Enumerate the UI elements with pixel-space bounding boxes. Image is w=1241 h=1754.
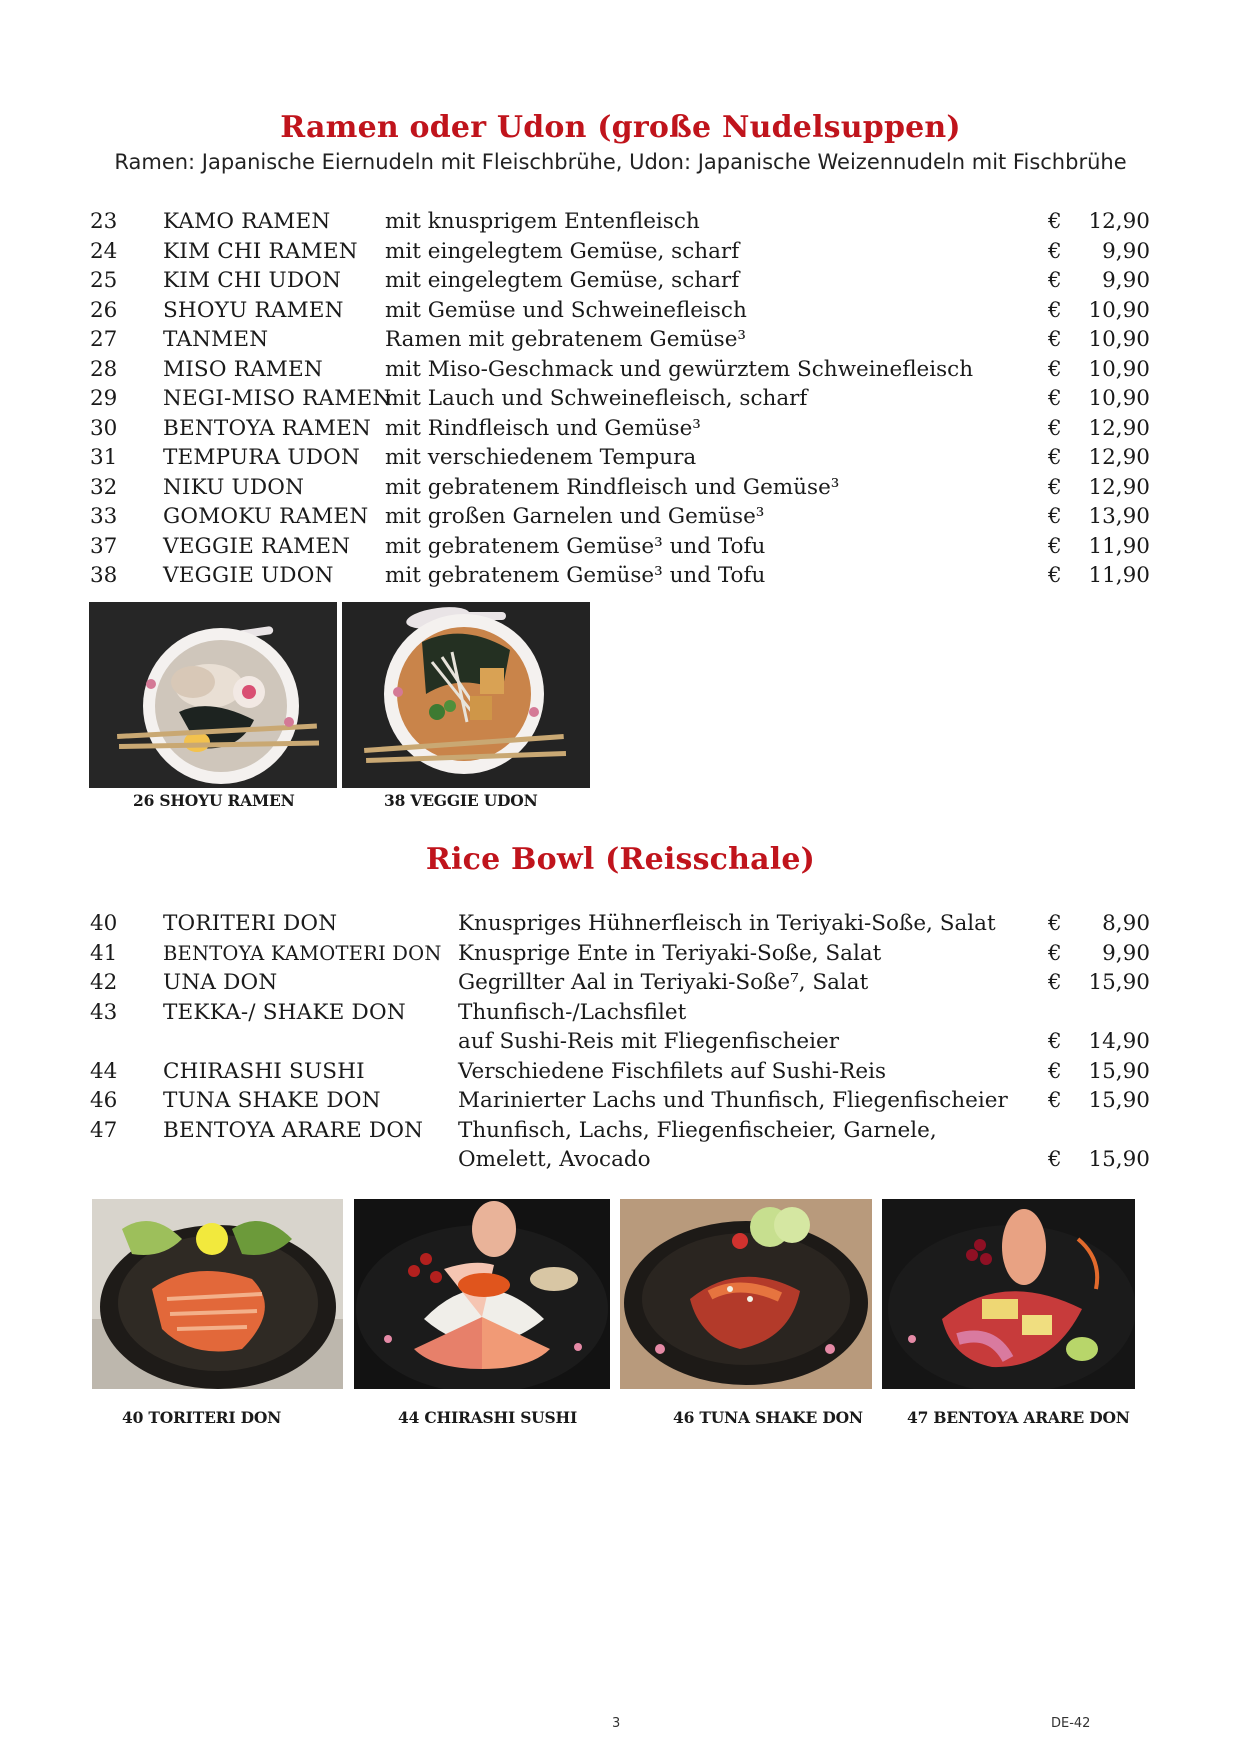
item-number: 26 [90,297,118,323]
item-price: 11,90 [1088,533,1150,559]
item-number: 29 [90,386,118,411]
item-name: BENTOYA ARARE DON [163,1117,424,1143]
currency-symbol: € [1048,970,1062,995]
item-description: mit Rindfleisch und Gemüse³ [385,415,701,441]
menu-row [90,968,1150,998]
menu-row [90,473,1150,503]
item-number: 33 [90,504,118,529]
menu-row-continuation [90,1145,1150,1175]
item-number: 25 [90,268,118,293]
item-price: 15,90 [1088,970,1150,995]
currency-symbol: € [1048,1058,1062,1084]
currency-symbol: € [1048,940,1062,966]
item-name: GOMOKU RAMEN [163,504,369,529]
currency-symbol: € [1048,1088,1062,1113]
item-name: BENTOYA KAMOTERI DON [163,941,442,965]
item-number: 31 [90,445,118,470]
item-name: TEKKA-/ SHAKE DON [163,999,406,1025]
currency-symbol: € [1048,238,1062,264]
menu-row-continuation [90,1027,1150,1057]
item-name: NEGI-MISO RAMEN [163,386,392,411]
menu-row [90,296,1150,326]
menu-row [90,325,1150,355]
photo-caption: 46 TUNA SHAKE DON [673,1408,863,1427]
item-name: CHIRASHI SUSHI [163,1058,365,1084]
menu-row [90,355,1150,385]
item-price: 12,90 [1088,445,1150,470]
item-name: UNA DON [163,970,278,995]
currency-symbol: € [1048,386,1062,411]
item-number: 44 [90,1058,118,1084]
item-number: 23 [90,209,118,234]
photo-caption: 38 VEGGIE UDON [384,791,538,810]
ramen-section-title: Ramen oder Udon (große Nudelsuppen) [280,110,961,145]
photo-caption: 47 BENTOYA ARARE DON [907,1408,1130,1427]
currency-symbol: € [1048,1029,1062,1054]
item-price: 10,90 [1088,297,1150,323]
shoyu-ramen-photo [89,602,337,788]
menu-row [90,443,1150,473]
currency-symbol: € [1048,415,1062,441]
item-number: 46 [90,1088,118,1113]
photo-caption: 26 SHOYU RAMEN [133,791,295,810]
item-description: mit eingelegtem Gemüse, scharf [385,268,740,293]
item-price: 12,90 [1088,415,1150,441]
item-number: 38 [90,563,118,588]
item-name: VEGGIE RAMEN [163,533,351,559]
item-description: auf Sushi-Reis mit Fliegenfischeier [458,1029,840,1054]
item-description: mit Miso-Geschmack und gewürztem Schweinefleisch [385,356,974,382]
currency-symbol: € [1048,268,1062,293]
item-price: 10,90 [1088,327,1150,352]
item-description: mit Gemüse und Schweinefleisch [385,297,747,323]
item-description: mit verschiedenem Tempura [385,445,697,470]
item-number: 30 [90,415,118,441]
currency-symbol: € [1048,445,1062,470]
ramen-subtitle: Ramen: Japanische Eiernudeln mit Fleischbrühe, Udon: Japanische Weizennudeln mit Fischbrühe [114,150,1127,174]
item-price: 14,90 [1088,1029,1150,1054]
menu-row [90,384,1150,414]
toriteri-don-photo [92,1199,343,1389]
item-price: 15,90 [1088,1058,1150,1084]
menu-row [90,1086,1150,1116]
item-name: SHOYU RAMEN [163,297,344,323]
item-price: 15,90 [1088,1147,1150,1172]
item-price: 8,90 [1102,911,1150,936]
photo-caption: 44 CHIRASHI SUSHI [398,1408,577,1427]
currency-symbol: € [1048,911,1062,936]
item-number: 41 [90,940,118,966]
menu-row [90,909,1150,939]
item-name: TORITERI DON [163,911,338,936]
page-number: 3 [612,1716,621,1731]
currency-symbol: € [1048,209,1062,234]
item-price: 9,90 [1102,268,1150,293]
item-description: Thunfisch, Lachs, Fliegenfischeier, Garnele, [458,1117,937,1143]
item-price: 9,90 [1102,238,1150,264]
menu-row [90,237,1150,267]
currency-symbol: € [1048,474,1062,500]
item-number: 37 [90,533,118,559]
currency-symbol: € [1048,533,1062,559]
item-description: Omelett, Avocado [458,1147,651,1172]
item-description: Knusprige Ente in Teriyaki-Soße, Salat [458,940,882,966]
item-name: MISO RAMEN [163,356,323,382]
menu-row [90,502,1150,532]
item-description: Marinierter Lachs und Thunfisch, Fliegenfischeier [458,1088,1008,1113]
item-name: KIM CHI RAMEN [163,238,358,264]
item-number: 24 [90,238,118,264]
menu-row [90,561,1150,591]
item-description: mit Lauch und Schweinefleisch, scharf [385,386,808,411]
item-price: 9,90 [1102,940,1150,966]
bentoya-arare-don-photo [882,1199,1135,1389]
menu-row [90,939,1150,969]
item-price: 12,90 [1088,209,1150,234]
item-price: 12,90 [1088,474,1150,500]
currency-symbol: € [1048,563,1062,588]
item-name: NIKU UDON [163,474,305,500]
item-name: VEGGIE UDON [163,563,334,588]
item-price: 10,90 [1088,386,1150,411]
item-price: 15,90 [1088,1088,1150,1113]
item-name: KIM CHI UDON [163,268,342,293]
menu-row [90,266,1150,296]
item-description: Knuspriges Hühnerfleisch in Teriyaki-Soße, Salat [458,911,996,936]
currency-symbol: € [1048,504,1062,529]
item-description: Thunfisch-/Lachsfilet [458,999,687,1025]
item-name: TEMPURA UDON [163,445,361,470]
item-name: TANMEN [163,327,269,352]
photo-caption: 40 TORITERI DON [122,1408,282,1427]
tuna-shake-don-photo [620,1199,872,1389]
veggie-udon-photo [342,602,590,788]
item-price: 11,90 [1088,563,1150,588]
currency-symbol: € [1048,327,1062,352]
rice-bowl-section-title: Rice Bowl (Reisschale) [425,842,816,877]
menu-row [90,414,1150,444]
item-number: 42 [90,970,118,995]
rice-bowl-menu-list [90,909,1150,1175]
item-description: Gegrillter Aal in Teriyaki-Soße⁷, Salat [458,970,869,995]
item-number: 40 [90,911,118,936]
menu-row [90,207,1150,237]
item-price: 10,90 [1088,356,1150,382]
item-name: BENTOYA RAMEN [163,415,371,441]
item-description: mit eingelegtem Gemüse, scharf [385,238,740,264]
item-description: mit gebratenem Gemüse³ und Tofu [385,563,766,588]
item-number: 32 [90,474,118,500]
item-number: 47 [90,1117,118,1143]
item-price: 13,90 [1088,504,1150,529]
menu-row [90,532,1150,562]
item-description: mit gebratenem Rindfleisch und Gemüse³ [385,474,840,500]
chirashi-sushi-photo [354,1199,610,1389]
document-code: DE-42 [1051,1716,1091,1731]
item-description: mit knusprigem Entenfleisch [385,209,700,234]
item-number: 28 [90,356,118,382]
ramen-menu-list [90,207,1150,591]
menu-row [90,1116,1150,1146]
item-description: mit großen Garnelen und Gemüse³ [385,504,765,529]
item-description: Verschiedene Fischfilets auf Sushi-Reis [458,1058,887,1084]
item-name: TUNA SHAKE DON [163,1088,381,1113]
item-description: mit gebratenem Gemüse³ und Tofu [385,533,766,559]
currency-symbol: € [1048,1147,1062,1172]
item-description: Ramen mit gebratenem Gemüse³ [385,327,747,352]
menu-row [90,998,1150,1028]
item-name: KAMO RAMEN [163,209,331,234]
item-number: 43 [90,999,118,1025]
menu-row [90,1057,1150,1087]
item-number: 27 [90,327,118,352]
currency-symbol: € [1048,356,1062,382]
currency-symbol: € [1048,297,1062,323]
